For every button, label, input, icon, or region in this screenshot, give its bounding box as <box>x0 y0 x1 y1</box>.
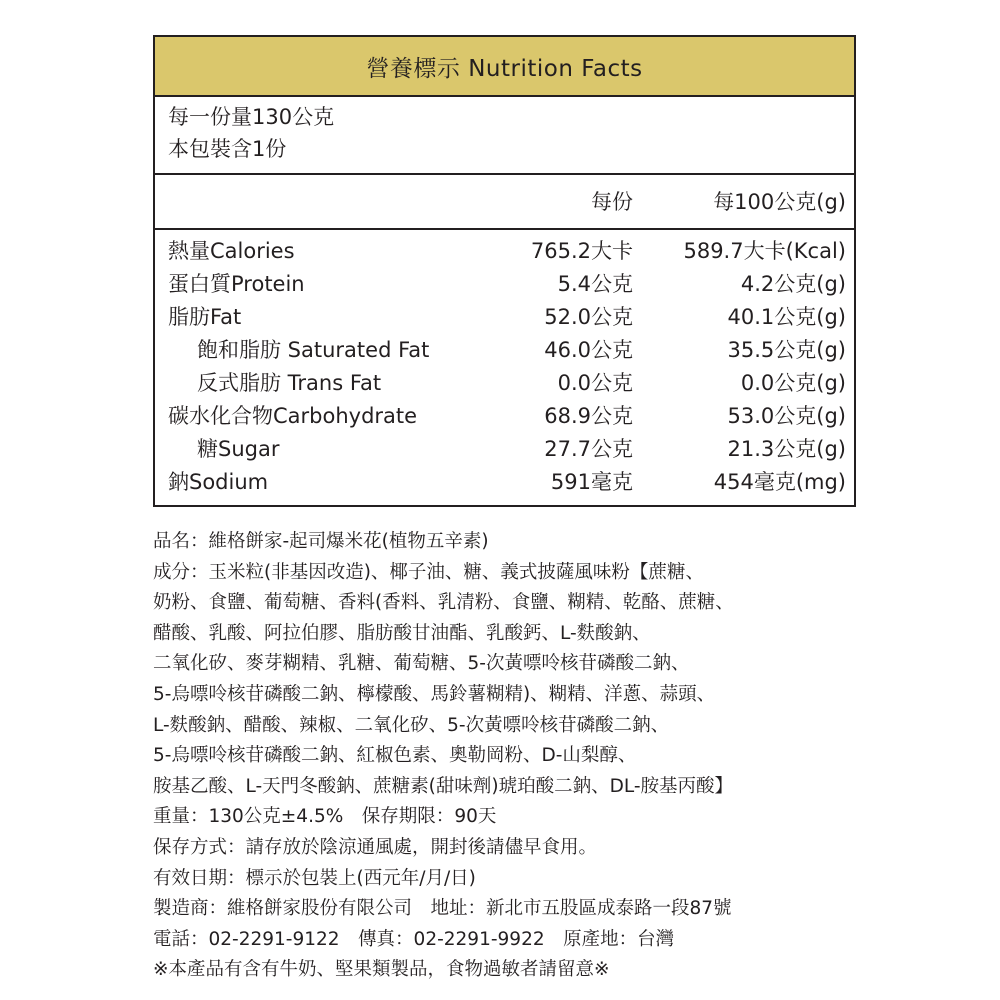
ingredients-line: 胺基乙酸、L-天門冬酸鈉、蔗糖素(甜味劑)琥珀酸二鈉、DL-胺基丙酸】 <box>153 775 733 797</box>
per-serving-value: 68.9公克 <box>544 404 633 428</box>
nutrient-row-trans-fat <box>155 367 854 400</box>
per-100g-value: 40.1公克(g) <box>727 305 846 329</box>
column-header-per-100g: 每100公克(g) <box>713 190 846 214</box>
per-100g-value: 454毫克(mg) <box>713 470 846 494</box>
divider <box>155 228 854 230</box>
nutrient-row-calories <box>155 235 854 268</box>
ingredients-line: 二氧化矽、麥芽糊精、乳糖、葡萄糖、5-次黃嘌呤核苷磷酸二鈉、 <box>153 653 690 675</box>
nutrient-name: 反式脂肪 Trans Fat <box>197 371 382 395</box>
per-serving-value: 27.7公克 <box>544 437 633 461</box>
allergen-warning: ※本產品有含有牛奶、堅果類製品，食物過敏者請留意※ <box>153 959 610 981</box>
serving-info <box>168 101 334 165</box>
per-100g-value: 4.2公克(g) <box>740 272 846 296</box>
manufacturer-line: 製造商：維格餅家股份有限公司 地址：新北市五股區成泰路一段87號 <box>153 898 732 920</box>
ingredients-line: 5-烏嘌呤核苷磷酸二鈉、檸檬酸、馬鈴薯糊精)、糊精、洋蔥、蒜頭、 <box>153 683 716 705</box>
per-100g-value: 53.0公克(g) <box>727 404 846 428</box>
per-serving-value: 765.2大卡 <box>530 239 633 263</box>
ingredients-line: 奶粉、食鹽、葡萄糖、香料(香料、乳清粉、食鹽、糊精、乾酪、蔗糖、 <box>153 592 734 614</box>
storage-line: 保存方式：請存放於陰涼通風處，開封後請儘早食用。 <box>153 836 598 858</box>
per-100g-value: 589.7大卡(Kcal) <box>683 239 846 263</box>
divider <box>155 173 854 175</box>
nutrient-row-protein <box>155 268 854 301</box>
nutrient-row-sugar <box>155 433 854 466</box>
nutrient-name: 鈉Sodium <box>168 470 269 494</box>
per-serving-value: 591毫克 <box>550 470 633 494</box>
serving-size: 每一份量130公克 <box>168 105 335 129</box>
per-serving-value: 52.0公克 <box>544 305 633 329</box>
ingredients-line: L-麩酸鈉、醋酸、辣椒、二氧化矽、5-次黃嘌呤核苷磷酸二鈉、 <box>153 714 670 736</box>
product-name-line: 品名：維格餅家-起司爆米花(植物五辛素) <box>153 531 489 552</box>
weight-shelf-life-line: 重量：130公克±4.5% 保存期限：90天 <box>153 806 497 828</box>
ingredients-line: 醋酸、乳酸、阿拉伯膠、脂肪酸甘油酯、乳酸鈣、L-麩酸鈉、 <box>153 622 651 644</box>
ingredients-line: 成分：玉米粒(非基因改造)、椰子油、糖、義式披薩風味粉【蔗糖、 <box>153 561 704 583</box>
nutrition-facts-table <box>153 35 856 507</box>
per-serving-value: 5.4公克 <box>557 272 633 296</box>
nutrient-row-fat <box>155 301 854 334</box>
per-serving-value: 0.0公克 <box>557 371 633 395</box>
expiry-line: 有效日期：標示於包裝上(西元年/月/日) <box>153 867 476 889</box>
nutrient-name: 熱量Calories <box>168 239 295 263</box>
nutrient-name: 蛋白質Protein <box>168 272 305 296</box>
nutrient-row-carbohydrate <box>155 400 854 433</box>
nutrient-name: 糖Sugar <box>197 437 280 461</box>
nutrient-name: 飽和脂肪 Saturated Fat <box>197 338 430 362</box>
nutrient-rows <box>155 235 854 499</box>
per-serving-value: 46.0公克 <box>544 338 633 362</box>
nutrient-row-saturated-fat <box>155 334 854 367</box>
ingredients-line: 5-烏嘌呤核苷磷酸二鈉、紅椒色素、奧勒岡粉、D-山梨醇、 <box>153 745 637 767</box>
per-100g-value: 35.5公克(g) <box>727 338 846 362</box>
column-header-per-serving: 每份 <box>591 190 633 214</box>
nutrient-name: 碳水化合物Carbohydrate <box>168 404 418 428</box>
nutrition-title: 營養標示 Nutrition Facts <box>155 37 854 97</box>
contact-line: 電話：02-2291-9122 傳真：02-2291-9922 原產地：台灣 <box>153 928 675 950</box>
product-info-block <box>153 527 853 986</box>
per-100g-value: 0.0公克(g) <box>740 371 846 395</box>
nutrient-name: 脂肪Fat <box>168 305 242 329</box>
servings-per-pack: 本包裝含1份 <box>168 137 287 161</box>
nutrient-row-sodium <box>155 466 854 499</box>
per-100g-value: 21.3公克(g) <box>727 437 846 461</box>
